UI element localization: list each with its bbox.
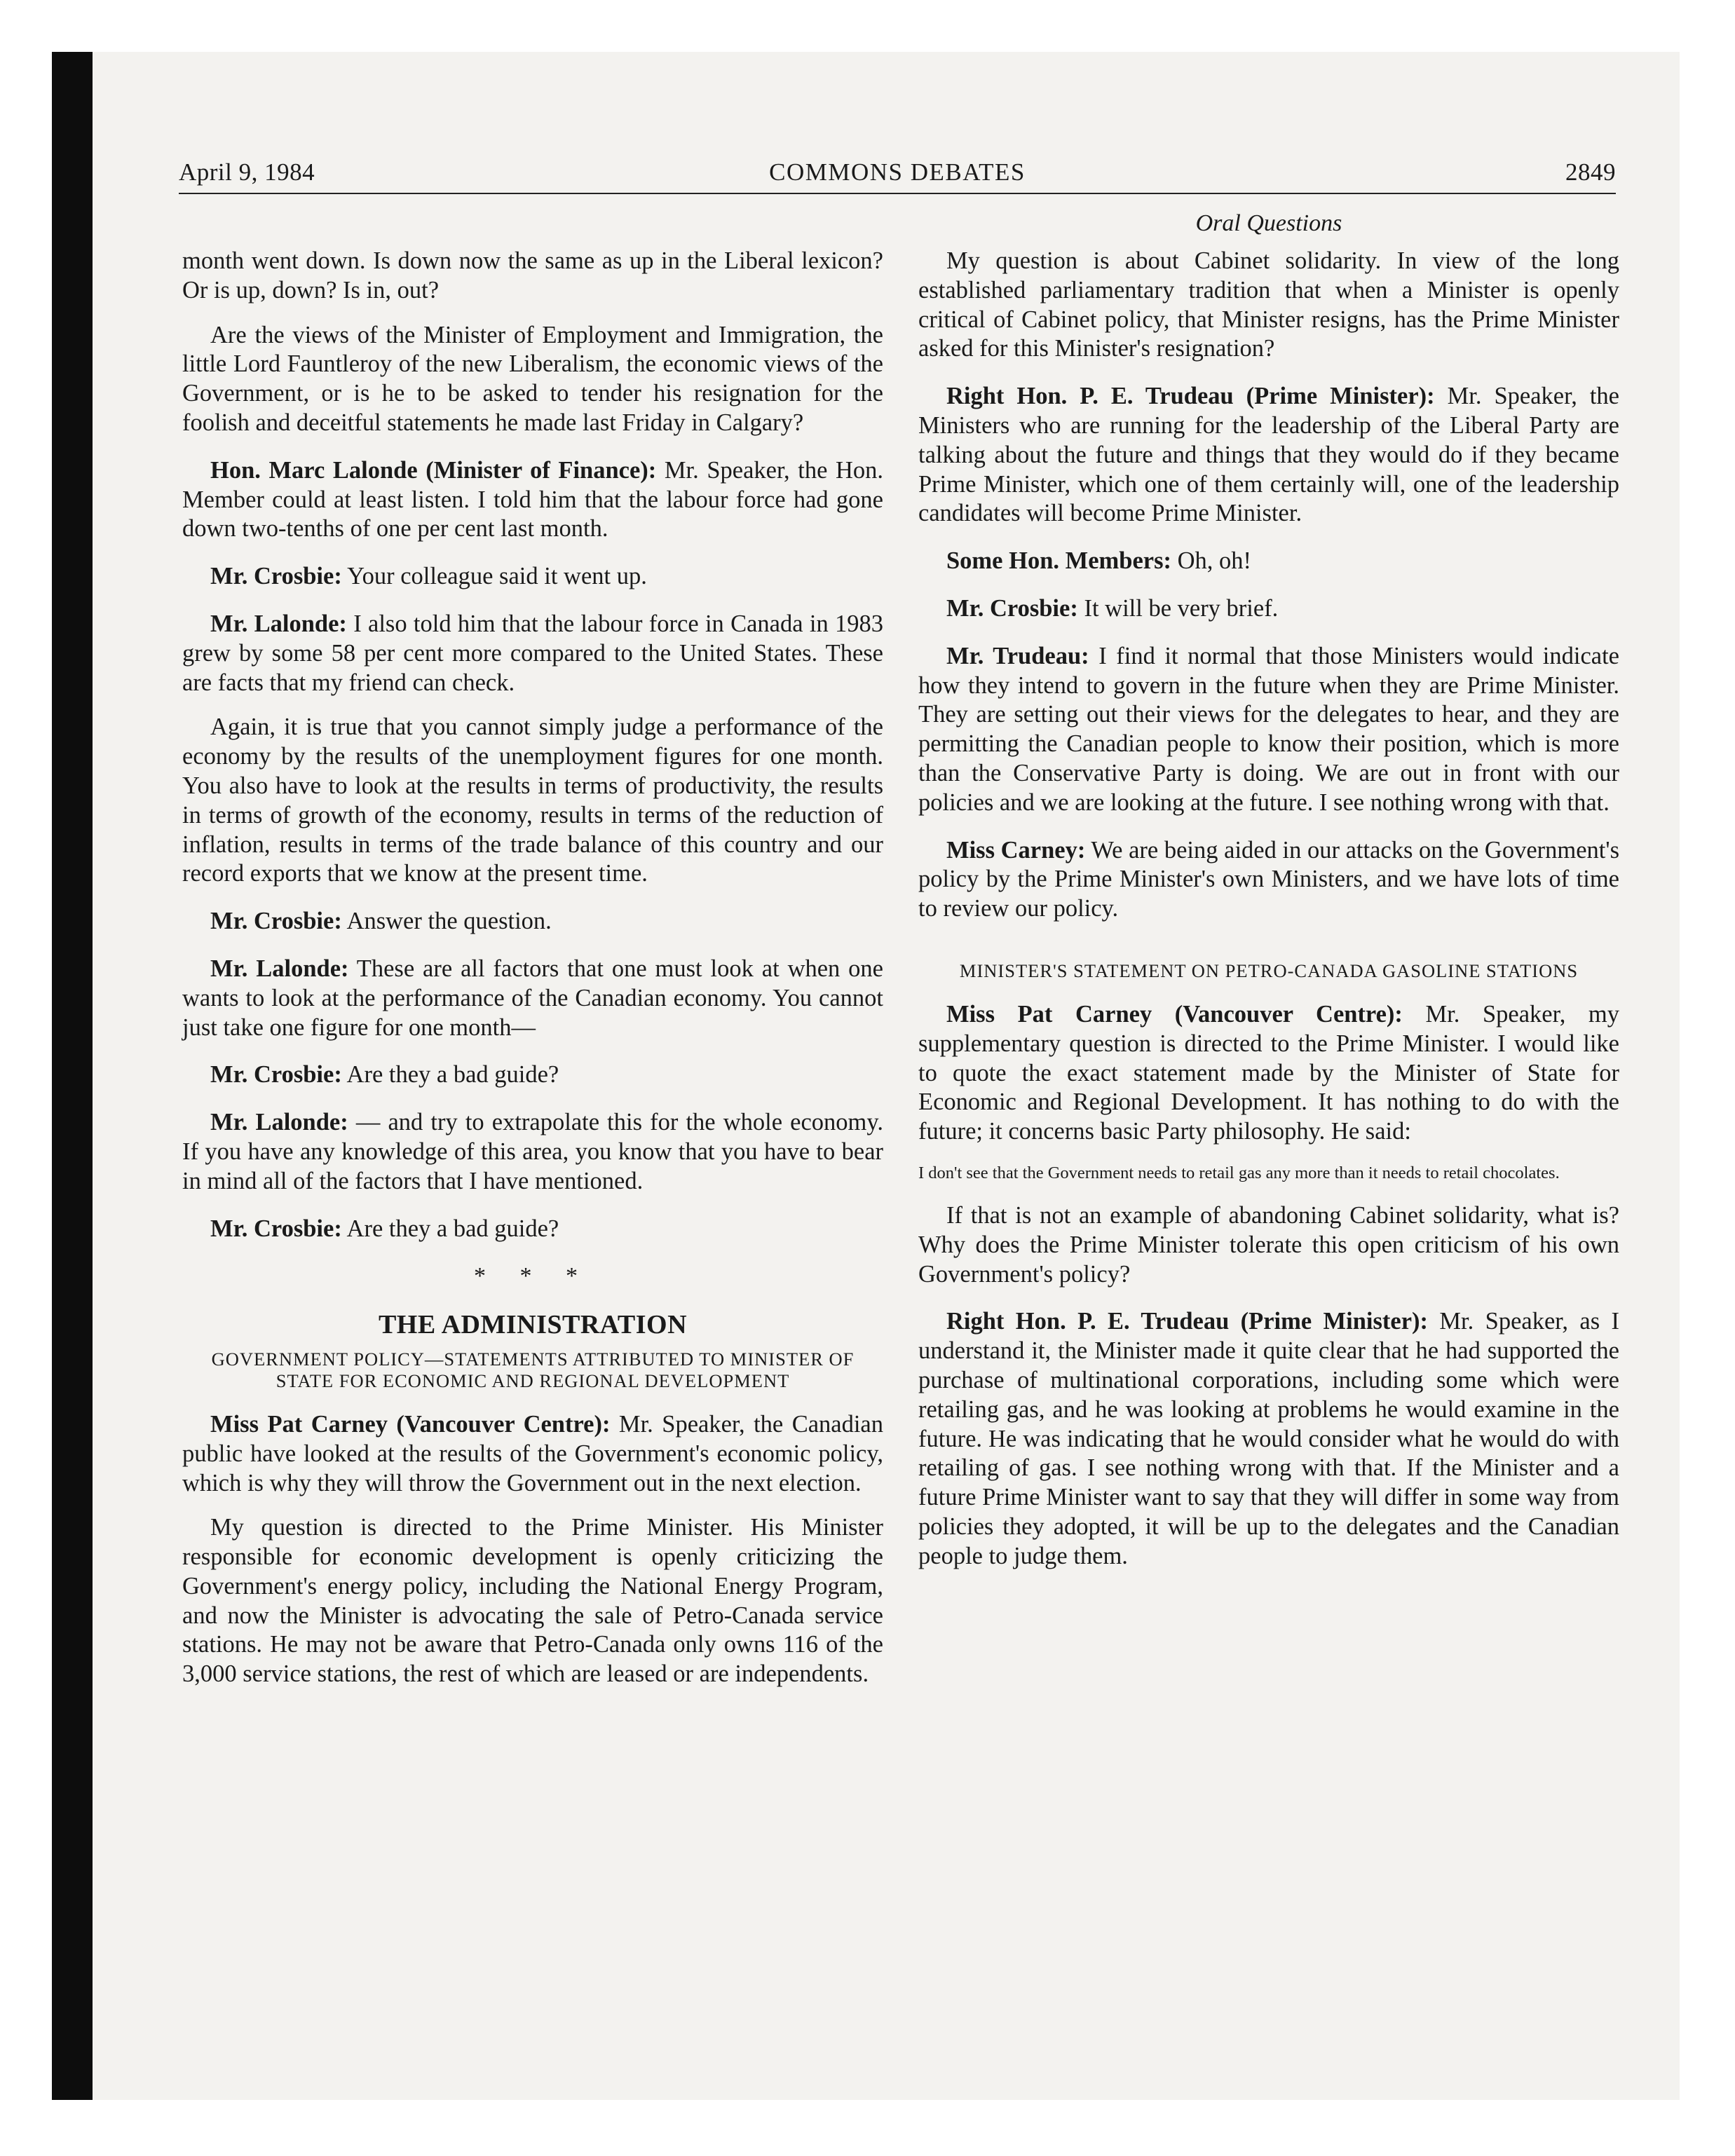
left-column [182, 247, 883, 1705]
header-rule [179, 193, 1616, 194]
speech-text: — and try to extrapolate this for the whole economy. If you have any knowledge of this area, you know that you have to bear in mind all of the factors that I have mentioned. [182, 1109, 883, 1194]
paragraph: My question is directed to the Prime Minister. His Minister responsible for economic development is openly criticizing the Government's energy policy, including the National Energy Program, and now the Minister is advocating the sale of Petro-Canada service stations. He may not be aware that Petro-Canada only owns 116 of the 3,000 service stations, the rest of which are leased or are independents. [182, 1514, 883, 1688]
speech-text: Your colleague said it went up. [341, 563, 647, 590]
speaker-name: Miss Pat Carney (Vancouver Centre): [210, 1410, 611, 1438]
sub-heading: MINISTER'S STATEMENT ON PETRO-CANADA GASOLINE STATIONS [959, 960, 1579, 981]
speech [182, 1410, 883, 1498]
speaker-name: Mr. Lalonde: [210, 1109, 348, 1136]
speech [182, 907, 883, 936]
speech-text: I also told him that the labour force in Canada in 1983 grew by some 58 per cent more compared to the United States. These are facts that my friend can check. [182, 610, 883, 696]
paragraph: Are the views of the Minister of Employment and Immigration, the little Lord Fauntleroy of the new Liberalism, the economic views of the Government, or is he to be asked to tender his resignation for the foolish and deceitful statements he made last Friday in Calgary? [182, 321, 883, 436]
speaker-name: Mr. Trudeau: [946, 642, 1089, 669]
speech [918, 1307, 1619, 1571]
speaker-name: Mr. Crosbie: [210, 1061, 342, 1089]
speech [182, 1215, 883, 1244]
page-number: 2849 [1565, 158, 1616, 186]
right-column [918, 247, 1619, 1586]
paragraph: If that is not an example of abandoning Cabinet solidarity, what is? Why does the Prime Minister tolerate this open criticism of his own Government's policy? [918, 1201, 1619, 1288]
header-date: April 9, 1984 [179, 158, 315, 186]
speech [182, 456, 883, 544]
speech [918, 547, 1619, 576]
paragraph: Again, it is true that you cannot simply judge a performance of the economy by the results of the unemployment figures for one month. You also have to look at the results in terms of productivity, the results in terms of growth of the economy, results in terms of the reduction of inflation, results in terms of the trade balance of this country and our record exports that we know at the present time. [182, 714, 883, 887]
speech-text: Mr. Speaker, the Ministers who are running for the leadership of the Liberal Party are talking about the future and things that they would do if they became Prime Minister, which one of them certainly will, one of the leadership candidates will become Prime Minister. [918, 383, 1619, 527]
paragraph: month went down. Is down now the same as up in the Liberal lexicon? Or is up, down? Is in, out? [182, 247, 883, 303]
speech-text: Oh, oh! [1171, 547, 1252, 575]
speech-text: Mr. Speaker, the Canadian public have looked at the results of the Government's economic policy, which is why they will throw the Government out in the next election. [182, 1410, 883, 1496]
speech-text: Mr. Speaker, the Hon. Member could at least listen. I told him that the labour force had gone down two-tenths of one per cent last month. [182, 456, 883, 543]
speaker-name: Right Hon. P. E. Trudeau (Prime Minister): [946, 1308, 1428, 1335]
binding-edge [52, 52, 93, 2100]
sub-heading: GOVERNMENT POLICY—STATEMENTS ATTRIBUTED TO MINISTER OF STATE FOR ECONOMIC AND REGIONAL DEVELOPMENT [211, 1348, 855, 1391]
speech [182, 955, 883, 1042]
section-separator: * * * [474, 1263, 592, 1290]
speech [182, 562, 883, 592]
header-title: COMMONS DEBATES [769, 158, 1026, 186]
speech-text: Are they a bad guide? [341, 1215, 559, 1242]
section-heading: THE ADMINISTRATION [378, 1310, 688, 1340]
speaker-name: Mr. Lalonde: [210, 610, 347, 637]
block-quote: I don't see that the Government needs to retail gas any more than it needs to retail chocolates. [918, 1163, 1560, 1182]
speech-text: These are all factors that one must look at when one wants to look at the performance of the Canadian economy. You cannot just take one figure for one month— [182, 955, 883, 1041]
speaker-name: Hon. Marc Lalonde (Minister of Finance): [210, 456, 657, 484]
speech-text: Answer the question. [341, 908, 552, 935]
paragraph: My question is about Cabinet solidarity. In view of the long established parliamentary tradition that when a Minister is openly critical of Cabinet policy, that Minister resigns, has the Prime Minister asked for this Minister's resignation? [918, 247, 1619, 362]
speaker-name: Right Hon. P. E. Trudeau (Prime Minister): [946, 383, 1435, 410]
speaker-name: Miss Carney: [946, 836, 1086, 864]
speech-text: I find it normal that those Ministers would indicate how they intend to govern in the future when they are Prime Minister. They are setting out their views for the delegates to hear, and they are permitting the Canadian people to know their position, which is more than the Conservative Party is doing. We are out in front with our policies and we are looking at the future. I see nothing wrong with that. [918, 642, 1619, 816]
running-header [179, 158, 1616, 195]
speaker-name: Mr. Lalonde: [210, 955, 349, 982]
speech [182, 1060, 883, 1090]
speech [182, 1108, 883, 1196]
speaker-name: Miss Pat Carney (Vancouver Centre): [946, 1000, 1403, 1028]
speech-text: It will be very brief. [1077, 594, 1279, 622]
speaker-name: Mr. Crosbie: [946, 594, 1078, 622]
speaker-name: Mr. Crosbie: [210, 563, 342, 590]
speech-text: Mr. Speaker, as I understand it, the Minister made it quite clear that he had supported the purchase of multinational corporations, including some which were retailing gas, and he was looking at problems he would examine in the future. He was indicating that he would consider what he would do with retailing of gas. I see nothing wrong with that. If the Minister and a future Prime Minister want to say that they will differ in some way from policies they adopted, it will be up to the delegates and the Canadian people to judge them. [918, 1308, 1619, 1569]
speaker-name: Mr. Crosbie: [210, 1215, 342, 1242]
speech [918, 382, 1619, 528]
speech [182, 610, 883, 697]
speech-text: Are they a bad guide? [341, 1061, 559, 1089]
speech-text: We are being aided in our attacks on the Government's policy by the Prime Minister's own Ministers, and we have lots of time to review our policy. [918, 836, 1620, 922]
speech-text: Mr. Speaker, my supplementary question is directed to the Prime Minister. I would like to quote the exact statement made by the Minister of State for Economic and Regional Development. It has nothing to do with the future; it concerns basic Party philosophy. He said: [918, 1000, 1619, 1145]
section-label: Oral Questions [1195, 210, 1342, 236]
speaker-name: Some Hon. Members: [946, 547, 1171, 575]
speech [918, 1000, 1619, 1147]
speech [918, 642, 1619, 818]
speaker-name: Mr. Crosbie: [210, 908, 342, 935]
speech [918, 594, 1619, 624]
speech [918, 836, 1619, 924]
